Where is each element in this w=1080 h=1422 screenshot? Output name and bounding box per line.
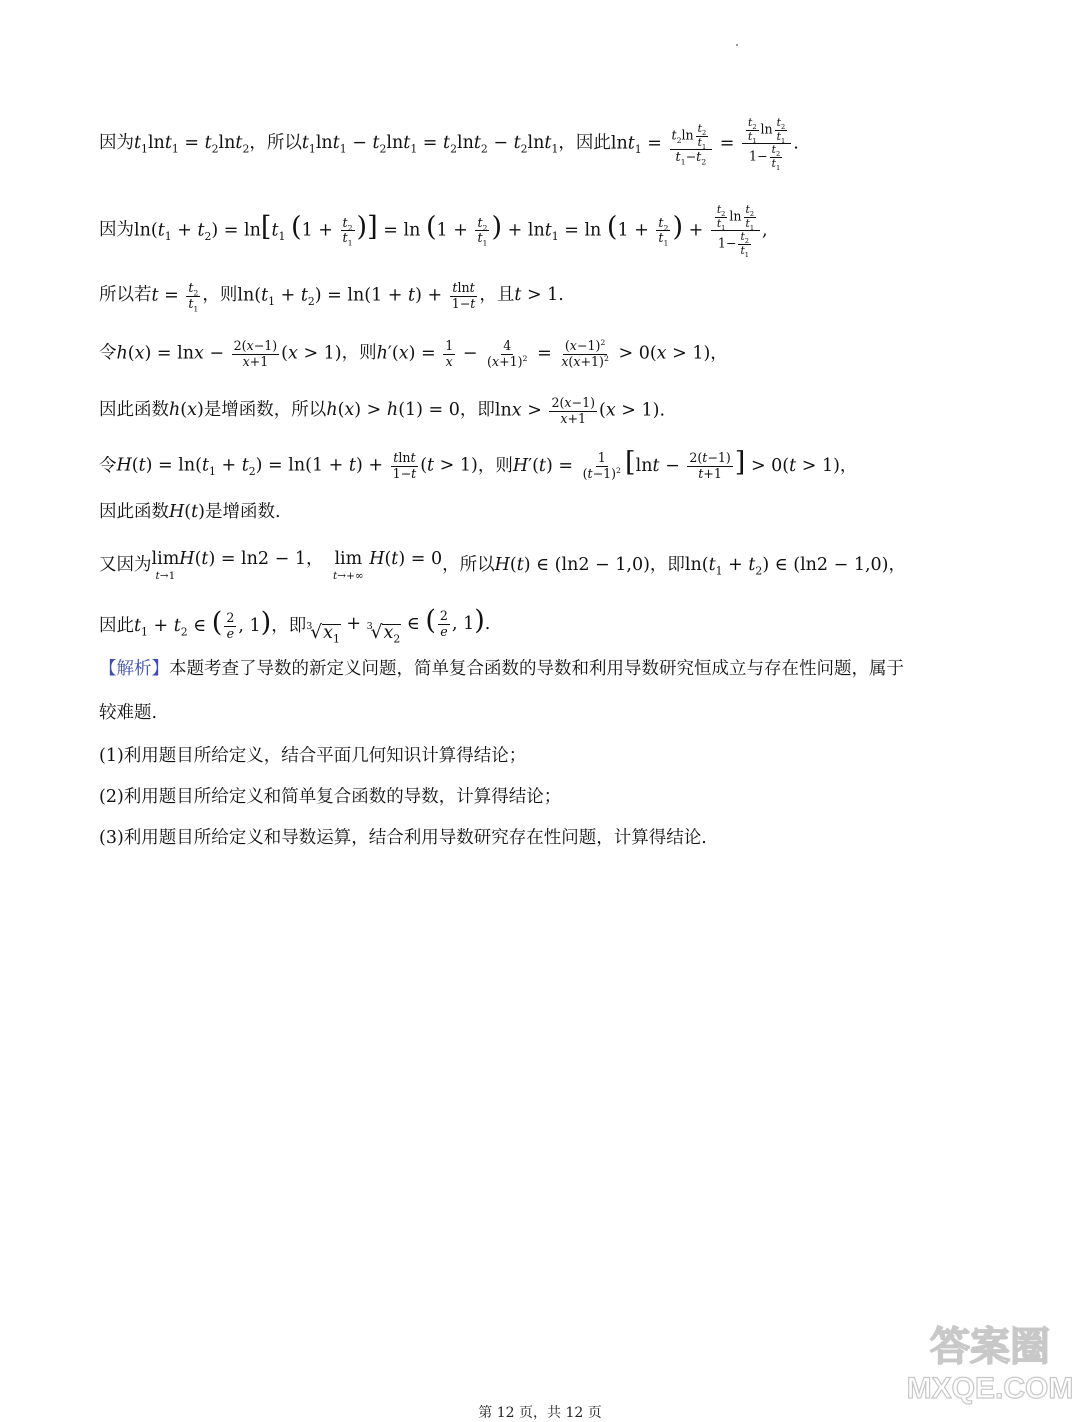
formula: h′(x) = $\frac{1}{x}$ − $\frac{4}{(x+1)^2}$ = $\frac{(x-1)^2}{x(x+1)^2}$ > 0(x > 1)， xyxy=(376,337,728,369)
text-segment: 因为 xyxy=(99,220,134,241)
text-segment: 所以若 xyxy=(99,285,152,306)
solution-line-2 xyxy=(99,203,768,260)
analysis-item-2 xyxy=(99,789,561,807)
text-segment: 因此 xyxy=(99,615,134,636)
text-segment: ，即 xyxy=(271,615,307,636)
text-segment: ，则 xyxy=(202,285,238,306)
formula: $t_1\ln t_1 = t_2\ln t_2$ xyxy=(134,133,250,156)
analysis-line-2 xyxy=(99,705,157,723)
analysis-text: 较难题. xyxy=(99,703,158,723)
formula: $H(t) = \ln(t_1 + t_2) = \ln(1 + t)$ + $\frac{tlnt}{1-t}$ (t > 1) xyxy=(116,450,478,481)
page-footer: 第 12 页，共 12 页 xyxy=(478,1405,602,1421)
text-segment: 又因为 xyxy=(99,555,152,576)
text-segment: 因为 xyxy=(99,133,134,154)
text-segment: ，即 xyxy=(459,400,495,421)
watermark-logo xyxy=(905,1318,1075,1408)
analysis-text: (2)利用题目所给定义和简单复合函数的导数，计算得结论； xyxy=(99,787,562,807)
solution-line-8 xyxy=(99,551,906,581)
text-segment: 令 xyxy=(99,455,117,476)
text-segment: ，且 xyxy=(479,285,515,306)
analysis-item-1 xyxy=(99,748,526,766)
formula: h(x) = lnx − $\frac{2(x-1)}{x+1}$ (x > 1) xyxy=(116,338,342,369)
formula: $t_1 + t_2$ ∈ ( $\frac{2}{e}$ , 1) xyxy=(134,606,272,641)
text-segment: ，因此 xyxy=(558,133,611,154)
formula: $t_1\ln t_1 - t_2\ln t_1 = t_2\ln t_2 - t_2\ln t_1$ xyxy=(301,133,559,156)
formula: lim t→1 H(t) = ln2 − 1， lim t→+∞ H(t) = 0 xyxy=(151,549,443,582)
analysis-text: (3)利用题目所给定义和导数运算，结合利用导数研究存在性问题，计算得结论. xyxy=(99,828,707,848)
formula: lnt$_1$ = $t_2\ln$ $\frac{t_2}{t_1}$ $t_1-t_2$ = $\frac{t_2}{t_1}$ ln $\frac{t_2}{t_1}$ 1− $\frac{t_2}{t_1}$ . xyxy=(610,116,799,173)
solution-line-6 xyxy=(99,447,858,481)
text-segment: 令 xyxy=(99,343,117,364)
formula: t > 1. xyxy=(514,285,564,306)
formula: H′(t) = $\frac{1}{(t-1)^2}$ [lnt − $\frac{2(t-1)}{t+1}$ ] > 0(t > 1)， xyxy=(512,447,858,481)
analysis-text: (1)利用题目所给定义，结合平面几何知识计算得结论； xyxy=(99,746,527,766)
formula: H(t) ∈ (ln2 − 1,0) xyxy=(494,555,650,576)
formula: H(t) xyxy=(169,502,205,522)
formula: h(x) > h(1) = 0 xyxy=(326,400,460,421)
formula: 3 √ $x_1$ + 3 √ $x_2$ ∈ ( $\frac{2}{e}$ , 1). xyxy=(306,605,491,646)
text-segment: ，则 xyxy=(341,343,377,364)
solution-line-9 xyxy=(99,605,491,646)
watermark-top: 答案圈 xyxy=(930,1325,1050,1369)
speck-mark xyxy=(736,44,738,46)
formula: $\ln(t_1 + t_2) = \ln[t_1$ (1 + $\frac{t_2}{t_1}$ )] = ln (1 + $\frac{t_2}{t_1}$ ) + lnt$_1$ = ln (1 + $\frac{t_2}{t_1}$ ) + $\frac{t_2}{t_1}$ ln $\frac{t_2}{t_1}$ 1− $\frac{t_2}{t_1}$ , xyxy=(134,203,768,260)
text-segment: ，所以 xyxy=(442,555,495,576)
solution-line-3 xyxy=(99,280,564,314)
text-segment: ，所以 xyxy=(249,133,302,154)
solution-line-5 xyxy=(99,397,665,425)
text-segment: ，即 xyxy=(649,555,685,576)
analysis-item-3 xyxy=(99,830,707,848)
analysis-tag: 【解析】 xyxy=(99,659,169,679)
solution-line-7 xyxy=(99,504,281,522)
formula: $\ln(t_1 + t_2)$ ∈ (ln2 − 1,0)， xyxy=(684,555,907,578)
text-segment: 是增函数，所以 xyxy=(203,400,327,421)
solution-line-1 xyxy=(99,116,799,173)
formula: h(x) xyxy=(169,400,204,421)
solution-line-4 xyxy=(99,337,728,369)
text-segment: ，则 xyxy=(477,455,513,476)
analysis-line-1 xyxy=(99,661,904,679)
watermark-bottom: MXQE.COM xyxy=(906,1372,1074,1405)
text-segment: 因此函数 xyxy=(99,502,169,522)
text-segment: 因此函数 xyxy=(99,400,169,421)
formula: t = $\frac{t_2}{t_1}$ xyxy=(151,280,199,314)
text-segment: 是增函数. xyxy=(204,502,281,522)
formula: lnx > $\frac{2(x-1)}{x+1}$ (x > 1). xyxy=(494,395,666,426)
formula: $\ln(t_1 + t_2) = \ln(1 + t)$ + $\frac{tlnt}{1-t}$ xyxy=(237,280,476,311)
analysis-text: 本题考查了导数的新定义问题，简单复合函数的导数和利用导数研究恒成立与存在性问题，属于 xyxy=(169,659,904,679)
